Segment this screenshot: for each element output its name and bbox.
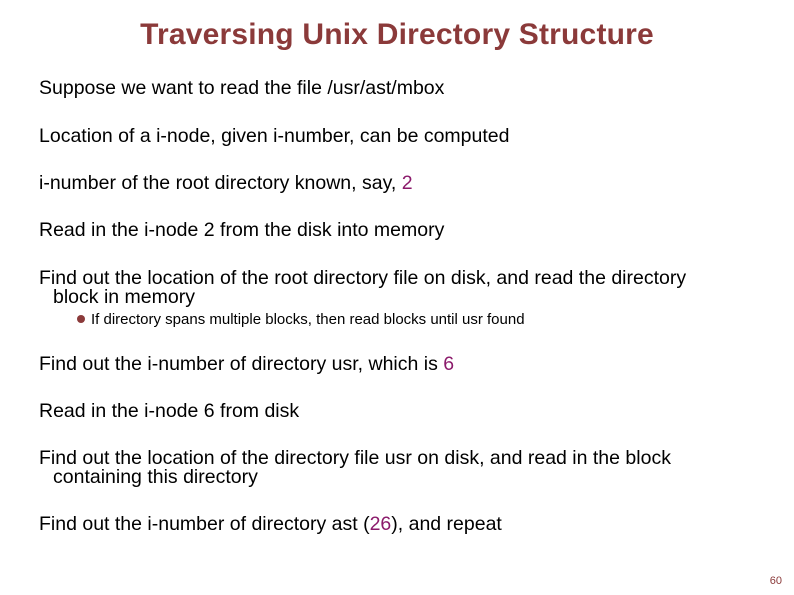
bullet-7 (39, 402, 779, 421)
bullet-2 (39, 127, 779, 146)
highlight-value: 6 (443, 353, 455, 375)
bullet-3 (39, 174, 779, 193)
bullet-4 (39, 221, 779, 240)
sub-bullet-text: If directory spans multiple blocks, then read blocks until usr found (91, 311, 525, 328)
bullet-9 (39, 515, 779, 534)
bullet-text-line2: block in memory (53, 286, 195, 308)
bullet-text: i-number of the root directory known, say, (39, 172, 402, 194)
bullet-text: ), and repeat (391, 513, 502, 535)
highlight-value: 26 (369, 513, 392, 535)
bullet-dot-icon (77, 315, 85, 323)
bullet-text: Find out the i-number of directory ast ( (39, 513, 370, 535)
bullet-text: Read in the i-node 6 from disk (39, 400, 300, 422)
bullet-6 (39, 355, 779, 374)
bullet-text: Read in the i-node 2 from the disk into memory (39, 219, 445, 241)
bullet-1 (39, 79, 779, 98)
page-number: 60 (769, 575, 782, 587)
sub-bullet (77, 311, 525, 329)
bullet-text: Location of a i-node, given i-number, can be computed (39, 125, 510, 147)
slide-title: Traversing Unix Directory Structure (140, 18, 654, 51)
bullet-5 (39, 269, 779, 307)
bullet-text-line1: Find out the location of the directory file usr on disk, and read in the block (39, 447, 671, 469)
bullet-text-line1: Find out the location of the root directory file on disk, and read the directory (39, 267, 687, 289)
bullet-text-line2: containing this directory (53, 466, 258, 488)
bullet-8 (39, 449, 779, 487)
highlight-value: 2 (401, 172, 413, 194)
bullet-text: Find out the i-number of directory usr, which is (39, 353, 444, 375)
bullet-text: Suppose we want to read the file /usr/ast/mbox (39, 77, 445, 99)
